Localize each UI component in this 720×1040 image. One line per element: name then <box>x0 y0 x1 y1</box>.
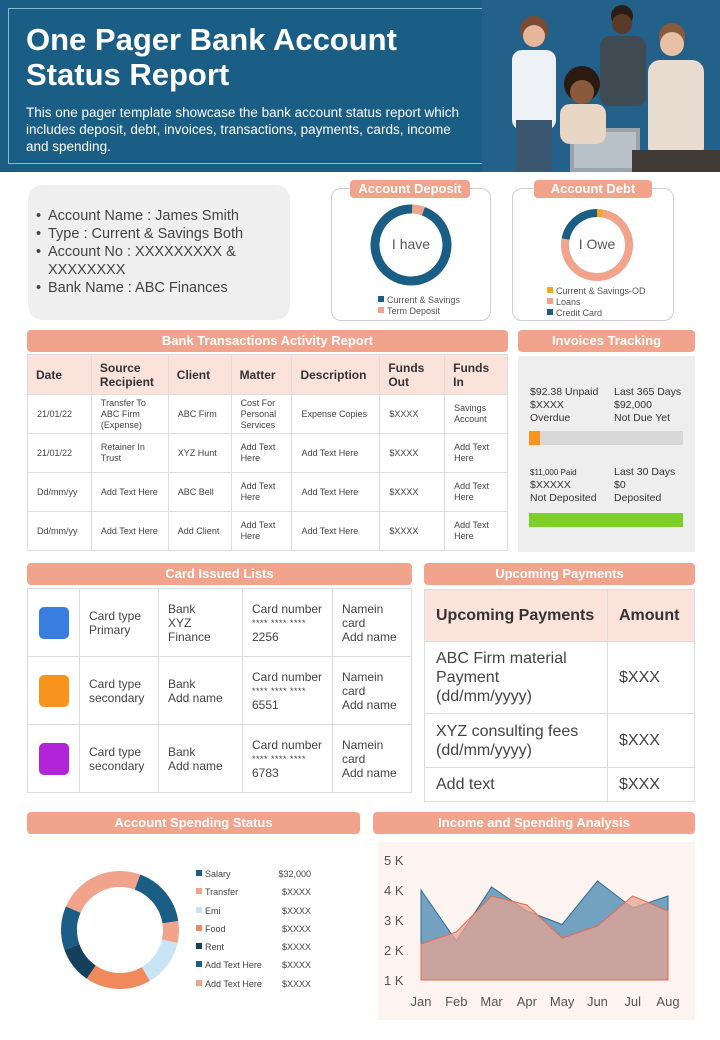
cell: Dd/mm/yy <box>28 512 92 551</box>
spending-donut <box>58 868 182 992</box>
card-row <box>28 725 412 793</box>
x-tick-label: Mar <box>480 994 503 1009</box>
debt-legend-item: Credit Card <box>547 308 646 319</box>
card-swatch-cell <box>28 589 80 657</box>
card-type-cell: Card type secondary <box>80 657 159 725</box>
cell: Savings Account <box>445 395 508 434</box>
unpaid-progress-track <box>529 431 683 445</box>
invoice-paid-status: Not Deposited <box>530 492 597 504</box>
cards-title: Card Issued Lists <box>27 563 412 585</box>
x-tick-label: May <box>549 994 575 1009</box>
table-row <box>28 395 508 434</box>
payment-description: XYZ consulting fees (dd/mm/yyyy) <box>425 714 608 768</box>
account-info-list <box>36 207 286 297</box>
unpaid-progress-fill <box>529 431 540 445</box>
cell: Transfer To ABC Firm (Expense) <box>91 395 168 434</box>
spending-legend-item: Add Text Here $XXXX <box>196 960 311 978</box>
account-deposit-title: Account Deposit <box>350 180 470 198</box>
y-tick-label: 1 K <box>384 973 404 988</box>
card-type-cell: Card type secondary <box>80 725 159 793</box>
invoice-unpaid-value: $XXXX <box>530 399 564 411</box>
cell: Dd/mm/yy <box>28 473 92 512</box>
spending-slice <box>69 910 73 948</box>
cell: Add Client <box>168 512 231 551</box>
x-tick-label: Aug <box>656 994 680 1009</box>
debt-donut <box>557 205 637 285</box>
income-chart <box>378 842 695 1020</box>
cell: ABC Bell <box>168 473 231 512</box>
col-amount: Amount <box>608 590 695 642</box>
spending-slice <box>146 941 170 974</box>
col-matter: Matter <box>231 355 292 395</box>
cell: $XXXX <box>380 473 445 512</box>
transactions-title: Bank Transactions Activity Report <box>27 330 508 352</box>
table-row <box>425 642 695 714</box>
cell: $XXXX <box>380 512 445 551</box>
card-number-cell: Card number **** **** **** 6783 <box>243 725 333 793</box>
payments-title: Upcoming Payments <box>424 563 695 585</box>
col-description: Description <box>292 355 380 395</box>
card-bank-cell: Bank Add name <box>159 657 243 725</box>
cell: Add Text Here <box>292 512 380 551</box>
y-tick-label: 5 K <box>384 853 404 868</box>
cell: XYZ Hunt <box>168 434 231 473</box>
x-tick-label: Jul <box>624 994 642 1009</box>
spending-legend-item: Emi $XXXX <box>196 906 311 924</box>
x-tick-label: Jun <box>586 994 608 1009</box>
cell: $XXXX <box>380 395 445 434</box>
card-color-swatch <box>39 743 69 775</box>
spending-legend <box>196 869 311 997</box>
col-upcoming-payments: Upcoming Payments <box>425 590 608 642</box>
card-bank-cell: Bank Add name <box>159 725 243 793</box>
invoice-unpaid-amount: $92.38 Unpaid <box>530 386 599 398</box>
card-swatch-cell <box>28 657 80 725</box>
spending-title: Account Spending Status <box>27 812 360 834</box>
transactions-header-row <box>28 355 508 395</box>
invoice-period-value: $0 <box>614 479 626 491</box>
cell: $XXXX <box>380 434 445 473</box>
account-type: • Type : Current & Savings Both <box>36 225 286 243</box>
invoice-period-status: Not Due Yet <box>614 412 671 424</box>
deposit-legend-item: Current & Savings <box>378 295 460 306</box>
debt-legend-item: Current & Savings-OD <box>547 286 646 297</box>
x-tick-label: Jan <box>410 994 432 1009</box>
y-tick-label: 3 K <box>384 913 404 928</box>
card-swatch-cell <box>28 725 80 793</box>
card-bank-cell: Bank XYZ Finance <box>159 589 243 657</box>
y-tick-label: 4 K <box>384 883 404 898</box>
payments-header-row <box>425 590 695 642</box>
cell: Add Text Here <box>231 473 292 512</box>
account-debt-title: Account Debt <box>534 180 652 198</box>
account-number: • Account No : XXXXXXXXX & XXXXXXXX <box>36 243 286 279</box>
x-tick-label: Feb <box>445 994 468 1009</box>
cell: Add Text Here <box>91 512 168 551</box>
spending-legend-item: Add Text Here $XXXX <box>196 979 311 997</box>
card-name-cell: Namein card Add name <box>333 589 412 657</box>
invoices-title: Invoices Tracking <box>518 330 695 352</box>
debt-legend <box>547 286 646 319</box>
deposit-slice <box>412 209 423 211</box>
invoice-period-value: $92,000 <box>614 399 652 411</box>
y-tick-label: 2 K <box>384 943 404 958</box>
table-row <box>425 768 695 802</box>
payment-amount: $XXX <box>608 768 695 802</box>
cell: Add Text Here <box>445 434 508 473</box>
spending-legend-item: Transfer $XXXX <box>196 887 311 905</box>
invoice-unpaid <box>530 386 612 425</box>
cell: Retainer In Trust <box>91 434 168 473</box>
card-color-swatch <box>39 675 69 707</box>
cards-table <box>27 588 412 793</box>
card-color-swatch <box>39 607 69 639</box>
invoice-365-days <box>614 386 694 425</box>
col-funds-in: Funds In <box>445 355 508 395</box>
spending-legend-item: Salary $32,000 <box>196 869 311 887</box>
cell: 21/01/22 <box>28 434 92 473</box>
table-row <box>28 512 508 551</box>
table-row <box>425 714 695 768</box>
table-row <box>28 434 508 473</box>
spending-slice <box>73 879 137 910</box>
col-date: Date <box>28 355 92 395</box>
card-name-cell: Namein card Add name <box>333 657 412 725</box>
invoice-paid-amount: $11,000 Paid <box>530 468 577 477</box>
card-row <box>28 657 412 725</box>
cell: Add Text Here <box>292 473 380 512</box>
cell: Add Text Here <box>445 473 508 512</box>
cell: Add Text Here <box>231 512 292 551</box>
col-source: Source Recipient <box>91 355 168 395</box>
account-name: • Account Name : James Smith <box>36 207 286 225</box>
card-number-cell: Card number **** **** **** 2256 <box>243 589 333 657</box>
table-row <box>28 473 508 512</box>
invoice-period-status: Deposited <box>614 492 662 504</box>
card-name-cell: Namein card Add name <box>333 725 412 793</box>
cell: Add Text Here <box>231 434 292 473</box>
payment-amount: $XXX <box>608 714 695 768</box>
card-number-cell: Card number **** **** **** 6551 <box>243 657 333 725</box>
deposit-donut <box>366 200 456 290</box>
debt-legend-item: Loans <box>547 297 646 308</box>
invoice-30-days <box>614 466 694 505</box>
cell: Add Text Here <box>445 512 508 551</box>
transactions-table <box>27 354 508 551</box>
page-title: One Pager Bank Account Status Report <box>26 22 397 92</box>
invoice-period: Last 30 Days <box>614 466 676 478</box>
spending-slice <box>137 882 170 922</box>
spending-slice <box>170 922 171 941</box>
cell: Add Text Here <box>292 434 380 473</box>
invoice-paid-value: $XXXXX <box>530 479 571 491</box>
bank-name: • Bank Name : ABC Finances <box>36 279 286 297</box>
payment-description: Add text <box>425 768 608 802</box>
paid-progress-track <box>529 513 683 527</box>
team-photo <box>482 0 720 172</box>
paid-progress-fill <box>529 513 683 527</box>
spending-slice <box>72 947 91 972</box>
page-subtitle: This one pager template showcase the bank account status report which includes deposit, debt, invoices, transactions, payments, cards, income and spending. <box>26 105 459 154</box>
payment-amount: $XXX <box>608 642 695 714</box>
debt-slice <box>597 213 603 214</box>
spending-legend-item: Rent $XXXX <box>196 942 311 960</box>
invoice-paid <box>530 466 612 505</box>
invoice-period: Last 365 Days <box>614 386 682 398</box>
debt-center-label: I Owe <box>578 236 616 252</box>
spending-slice <box>91 972 146 981</box>
card-row <box>28 589 412 657</box>
income-title: Income and Spending Analysis <box>373 812 695 834</box>
x-tick-label: Apr <box>516 994 537 1009</box>
cell: 21/01/22 <box>28 395 92 434</box>
cell: Expense Copies <box>292 395 380 434</box>
cell: ABC Firm <box>168 395 231 434</box>
col-client: Client <box>168 355 231 395</box>
deposit-center-label: I have <box>391 236 431 252</box>
payments-table <box>424 589 695 802</box>
deposit-legend-item: Term Deposit <box>378 306 460 317</box>
invoice-unpaid-status: Overdue <box>530 412 571 424</box>
cell: Cost For Personal Services <box>231 395 292 434</box>
payment-description: ABC Firm material Payment (dd/mm/yyyy) <box>425 642 608 714</box>
cell: Add Text Here <box>91 473 168 512</box>
deposit-legend <box>378 295 460 317</box>
card-type-cell: Card type Primary <box>80 589 159 657</box>
spending-legend-item: Food $XXXX <box>196 924 311 942</box>
area-series-spending <box>421 896 668 980</box>
col-funds-out: Funds Out <box>380 355 445 395</box>
